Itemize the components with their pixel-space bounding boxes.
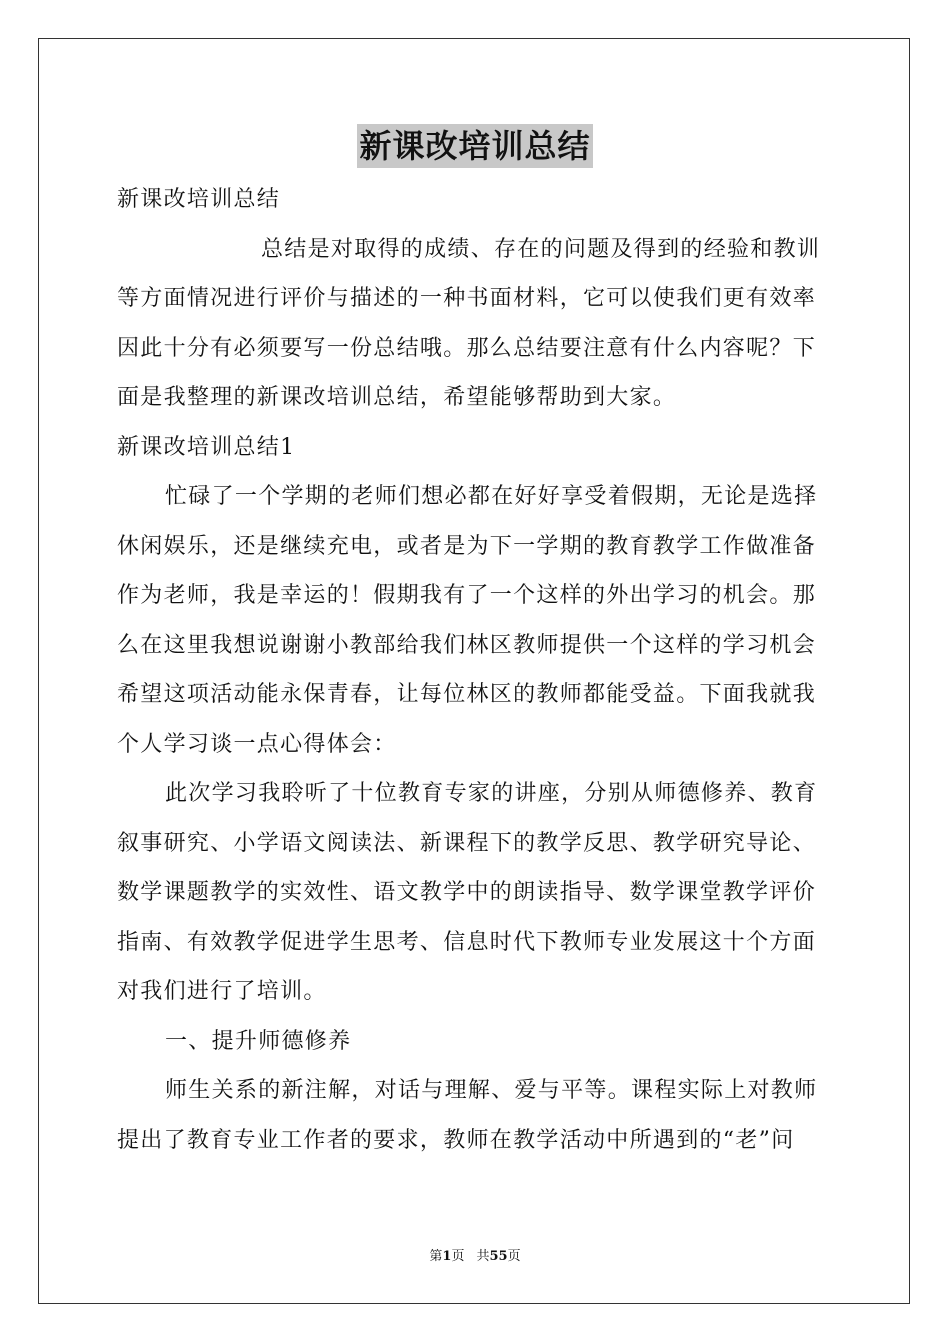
- text-line: 提出了教育专业工作者的要求，教师在教学活动中所遇到的“老”问: [117, 1127, 795, 1153]
- text-line: 忙碌了一个学期的老师们想必都在好好享受着假期，无论是选择: [165, 484, 818, 509]
- page-label-suffix: 页: [451, 1249, 465, 1264]
- text-line: 么在这里我想说谢谢小教部给我们林区教师提供一个这样的学习机会: [117, 632, 817, 658]
- total-page-count: 55: [489, 1249, 508, 1264]
- document-title: 新课改培训总结: [357, 124, 592, 168]
- current-page-number: 1: [442, 1249, 452, 1264]
- total-label-prefix: 共: [476, 1249, 490, 1264]
- text-line: 作为老师，我是幸运的！假期我有了一个这样的外出学习的机会。那: [117, 583, 817, 608]
- text-line: 新课改培训总结1: [117, 434, 296, 460]
- text-line: 数学课题教学的实效性、语文教学中的朗读指导、数学课堂教学评价: [117, 880, 817, 905]
- text-line: 此次学习我聆听了十位教育专家的讲座，分别从师德修养、教育: [165, 781, 818, 806]
- text-line: 师生关系的新注解，对话与理解、爱与平等。课程实际上对教师: [165, 1078, 818, 1103]
- text-line: 叙事研究、小学语文阅读法、新课程下的教学反思、教学研究导论、: [117, 830, 817, 856]
- total-label-suffix: 页: [507, 1249, 521, 1264]
- text-line: 总结是对取得的成绩、存在的问题及得到的经验和教训: [261, 236, 821, 262]
- text-line: 面是我整理的新课改培训总结，希望能够帮助到大家。: [117, 385, 677, 410]
- title-container: [0, 124, 950, 168]
- text-line: 一、提升师德修养: [165, 1028, 352, 1054]
- text-line: 个人学习谈一点心得体会：: [117, 731, 397, 757]
- page-label-prefix: 第: [429, 1249, 443, 1264]
- text-line: 希望这项活动能永保青春，让每位林区的教师都能受益。下面我就我: [117, 682, 817, 707]
- page-footer: [0, 1245, 950, 1264]
- text-line: 对我们进行了培训。: [117, 979, 327, 1004]
- document-body: [117, 175, 833, 1165]
- text-line: 等方面情况进行评价与描述的一种书面材料，它可以使我们更有效率: [117, 286, 817, 311]
- text-line: 新课改培训总结: [117, 187, 281, 212]
- text-line: 因此十分有必须要写一份总结哦。那么总结要注意有什么内容呢？下: [117, 335, 817, 361]
- text-line: 休闲娱乐，还是继续充电，或者是为下一学期的教育教学工作做准备: [117, 533, 817, 559]
- text-line: 指南、有效教学促进学生思考、信息时代下教师专业发展这十个方面: [117, 929, 817, 955]
